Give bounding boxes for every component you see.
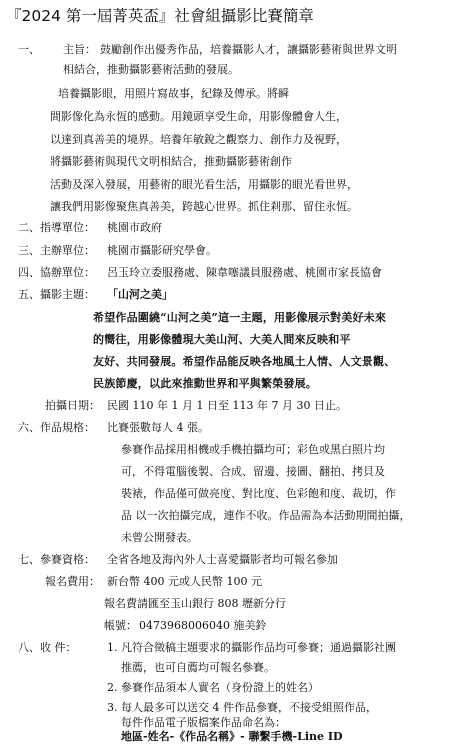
section-4-label: 四、協辦單位： — [18, 266, 95, 279]
section-5-text: 民族節慶，以此來推動世界和平與繁榮發展。 — [93, 377, 317, 390]
section-3-value: 桃園市攝影研究學會。 — [107, 244, 217, 257]
account-label: 帳號： — [104, 619, 137, 632]
shooting-date-value: 民國 110 年 1 月 1 日至 113 年 7 月 30 日止。 — [107, 399, 347, 412]
submission-item: 3. 每人最多可以送交 4 件作品參賽，不接受組照作品， — [107, 701, 377, 714]
section-6-text: 品 以一次拍攝完成，連作不收。作品需為本活動期間拍攝， — [121, 509, 411, 522]
section-5-text: 友好、共同發展。希望作品能反映各地風土人情、人文景觀、 — [93, 355, 396, 368]
section-4-value: 呂玉玲立委服務處、陳韋噻議員服務處、桃園市家長協會 — [107, 266, 382, 279]
section-6-value: 比賽張數每人 4 張。 — [107, 421, 209, 434]
section-1-text: 讓我們用影像聚焦真善美，跨越心世界。抓住剎那、留住永恆。 — [50, 200, 358, 213]
file-naming-format: 地區-姓名-《作品名稱》- 聯繫手機-Line ID — [121, 730, 343, 743]
section-5-text: 希望作品圍繞“山河之美”這一主題，用影像展示對美好未來 — [93, 311, 387, 324]
section-6-text: 可，不得電腦後製、合成、留邊、接圖、翻拍、拷貝及 — [121, 465, 385, 478]
section-2-value: 桃園市政府 — [107, 221, 162, 234]
section-3-label: 三、主辦單位： — [18, 244, 95, 257]
fee-value: 新台幣 400 元或人民幣 100 元 — [107, 575, 262, 588]
section-1-text: 活動及深入發展，用藝術的眼光看生活，用攝影的眼光看世界， — [50, 178, 358, 191]
submission-item: 推薦，也可自薦均可報名參賽。 — [121, 661, 275, 674]
shooting-date-label: 拍攝日期： — [45, 399, 100, 412]
account-value: 0473968006040 施美鈴 — [139, 619, 267, 632]
bank-info: 報名費請匯至玉山銀行 808 壢新分行 — [104, 597, 286, 610]
section-7-value: 全省各地及海內外人士喜愛攝影者均可報名參加 — [107, 553, 338, 566]
section-1-text: 將攝影藝術與現代文明相結合，推動攝影藝術創作 — [50, 155, 292, 168]
fee-label: 報名費用： — [45, 575, 100, 588]
submission-item: 1. 凡符合徵稿主題要求的攝影作品均可參賽；通過攝影社團 — [107, 641, 396, 654]
submission-item: 每件作品電子版檔案作品命名為： — [121, 716, 286, 729]
section-1-text: 相結合，推動攝影藝術活動的發展。 — [63, 63, 239, 76]
section-1-number: 一、 — [18, 43, 40, 56]
submission-item: 2. 參賽作品須本人實名（身份證上的姓名） — [107, 681, 319, 694]
section-6-label: 六、作品規格： — [18, 421, 95, 434]
section-6-text: 裝裱，作品僅可做亮度、對比度、色彩飽和度、裁切，作 — [121, 487, 396, 500]
page-title: 『2024 第一屆菁英盃』社會組攝影比賽簡章 — [6, 7, 314, 25]
section-8-label: 八、收 件： — [18, 641, 77, 654]
section-2-label: 二、指導單位： — [18, 221, 95, 234]
section-7-label: 七、參賽資格： — [18, 553, 95, 566]
section-5-label: 五、攝影主題： — [18, 288, 95, 301]
section-6-text: 參賽作品採用相機或手機拍攝均可；彩色或黑白照片均 — [121, 443, 385, 456]
section-6-text: 未曾公開發表。 — [121, 531, 198, 544]
section-5-text: 的嚮往，用影像體現大美山河、大美人間來反映和平 — [93, 333, 351, 346]
section-1-label: 主旨： — [63, 43, 96, 56]
section-1-text: 鼓勵創作出優秀作品，培養攝影人才，讓攝影藝術與世界文明 — [100, 43, 397, 56]
section-1-text: 間影像化為永恆的感動。用鏡頭享受生命，用影像體會人生， — [50, 110, 347, 123]
section-1-text: 以達到真善美的境界。培養年敏銳之觀察力、創作力及視野， — [50, 133, 347, 146]
section-5-theme: 「山河之美」 — [107, 288, 173, 301]
section-1-text: 培養攝影眼，用照片寫故事，紀錄及傳承。將瞬 — [58, 87, 289, 100]
